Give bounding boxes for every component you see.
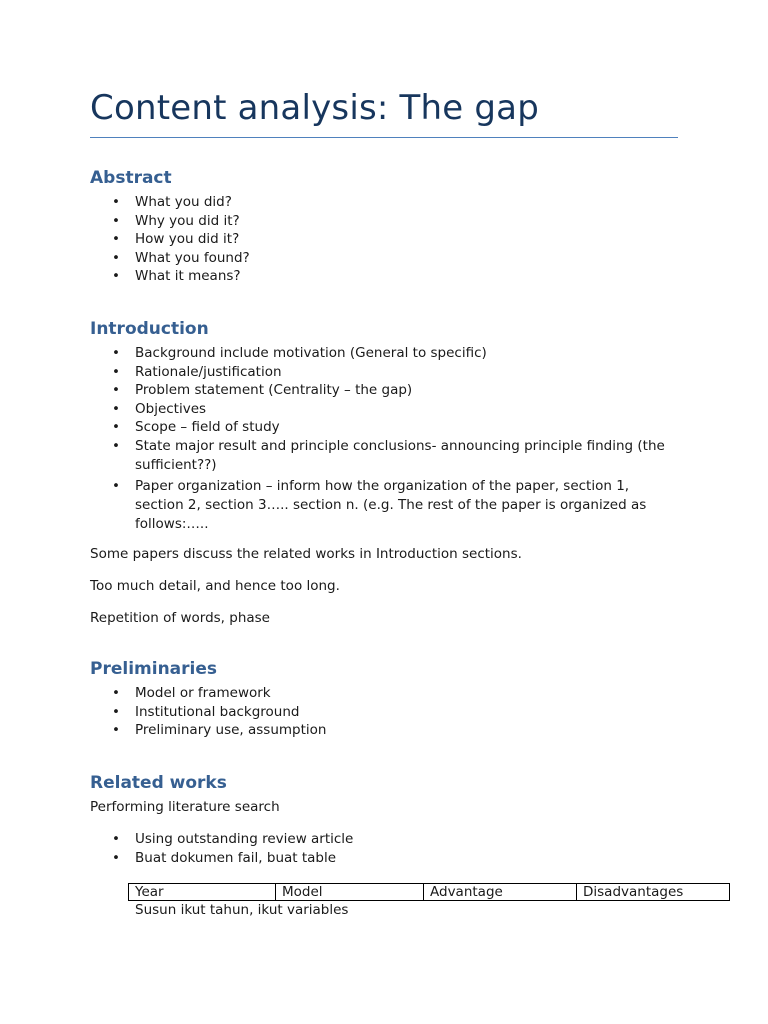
related-works-intro: Performing literature search [90,799,280,815]
list-item: • What you did? [90,193,250,212]
heading-abstract: Abstract [90,168,172,188]
related-works-list [90,830,353,867]
abstract-list [90,193,250,286]
list-item: • What you found? [90,249,250,268]
list-item: • Institutional background [90,703,326,722]
list-item: • Why you did it? [90,212,250,231]
list-item: • What it means? [90,267,250,286]
intro-note-related-works: Some papers discuss the related works in Introduction sections. [90,546,522,562]
list-item: • How you did it? [90,230,250,249]
intro-note-too-long: Too much detail, and hence too long. [90,578,340,594]
list-item: • Problem statement (Centrality – the gap) [90,381,680,400]
document-title: Content analysis: The gap [90,88,539,128]
list-item: • Paper organization – inform how the organization of the paper, section 1, section 2, section 3….. section n. (e.g. The rest of the paper is organized as follows:….. [90,477,680,534]
introduction-list [90,344,680,534]
heading-preliminaries: Preliminaries [90,659,218,679]
list-item: • State major result and principle conclusions- announcing principle finding (the sufficient??) [90,437,680,475]
heading-related-works: Related works [90,773,227,793]
table-header-advantage: Advantage [424,884,577,901]
list-item: • Scope – field of study [90,418,680,437]
preliminaries-list [90,684,326,740]
literature-table [128,883,730,901]
table-header-disadvantages: Disadvantages [577,884,730,901]
title-underline [90,137,678,138]
table-header-row [129,884,730,901]
list-item: • Model or framework [90,684,326,703]
table-header-model: Model [276,884,424,901]
list-item: • Using outstanding review article [90,830,353,849]
heading-introduction: Introduction [90,319,209,339]
list-item: • Background include motivation (General to specific) [90,344,680,363]
list-item: • Rationale/justification [90,363,680,382]
list-item: • Buat dokumen fail, buat table [90,849,353,868]
list-item: • Preliminary use, assumption [90,721,326,740]
table-note: Susun ikut tahun, ikut variables [135,902,349,918]
list-item: • Objectives [90,400,680,419]
intro-note-repetition: Repetition of words, phase [90,610,270,626]
table-header-year: Year [129,884,276,901]
